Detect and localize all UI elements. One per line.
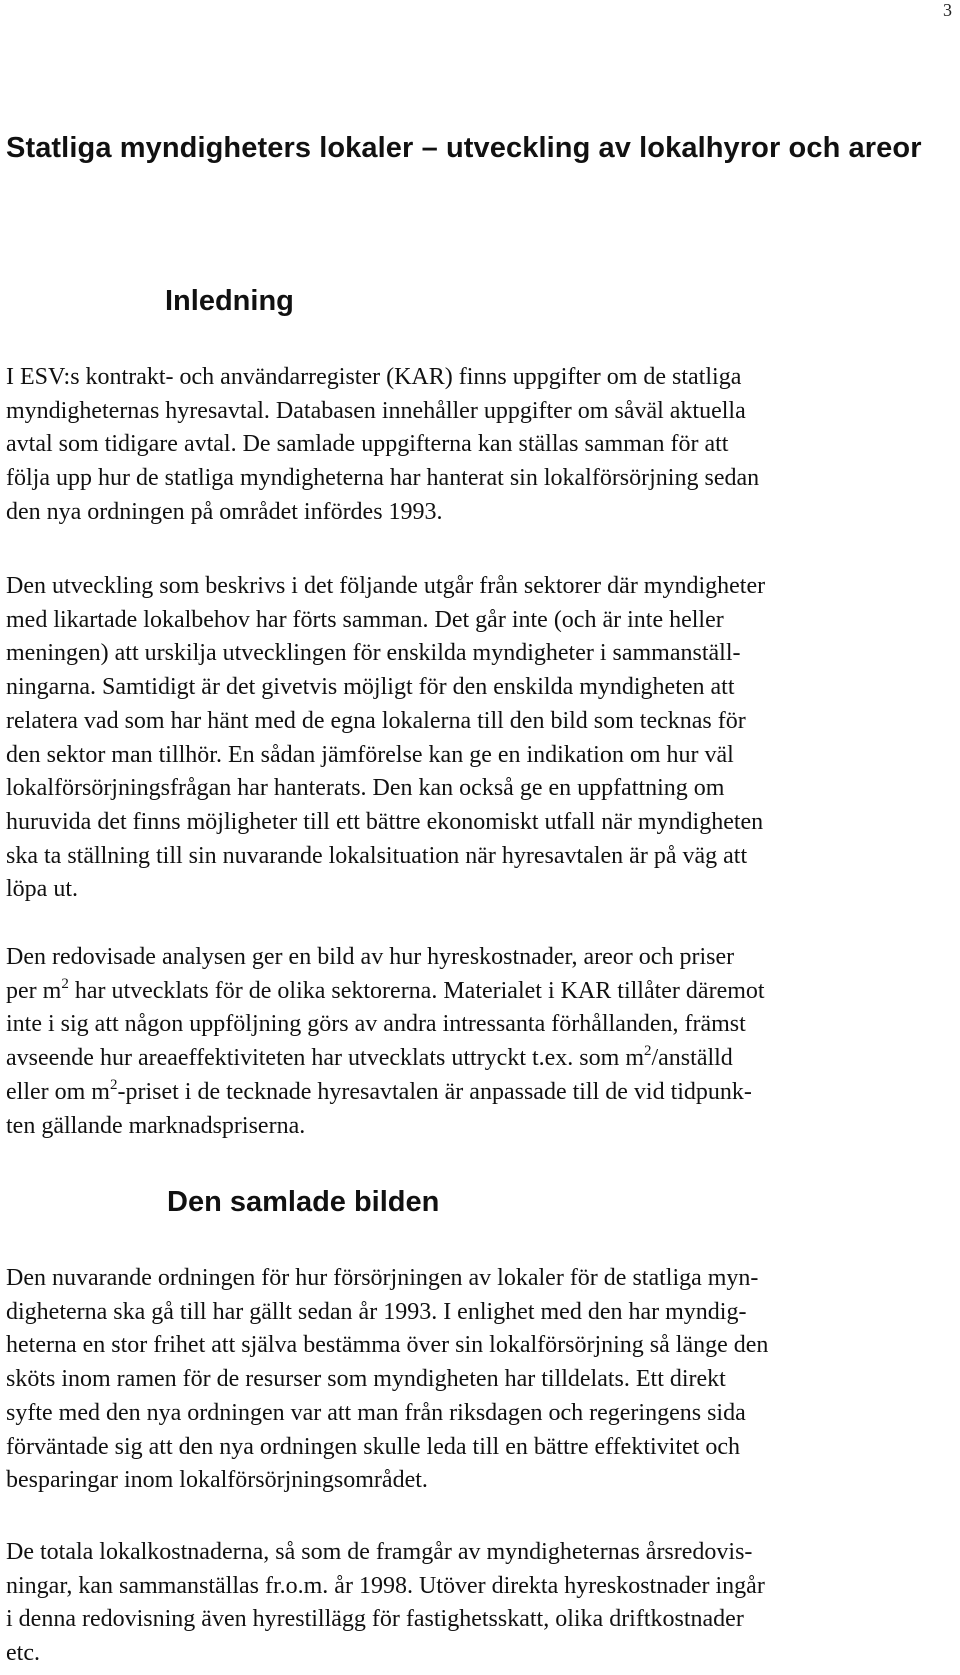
analysis-line-5-end: -priset i de tecknade hyresavtalen är anpassade till de vid tidpunk-	[117, 1078, 752, 1105]
analysis-line-5	[6, 1076, 956, 1110]
paragraph-sector-development: Den utveckling som beskrivs i det följande utgår från sektorer där myndigheter med likartade lokalbehov har förts samman. Det går inte (och är inte heller meningen) att urskilja utvecklingen för enskilda myndigheter i sammanställ- ningarna. Samtidigt är det givetvis möjligt för den enskilda myndigheten att relatera vad som har hänt med de egna lokalerna till den bild som tecknas för den sektor man tillhör. En sådan jämförelse kan ge en indikation om hur väl lokalförsörjningsfrågan har hanterats. Den kan också ge en uppfattning om huruvida det finns möjligheter till ett bättre ekonomiskt utfall när myndigheten ska ta ställning till sin nuvarande lokalsituation när hyresavtalen är på väg att löpa ut.	[6, 573, 766, 903]
superscript-2: 2	[61, 975, 69, 992]
page-number: 3	[943, 0, 952, 20]
analysis-line-4	[6, 1042, 956, 1076]
analysis-line-4-start: avseende hur areaeffektiviteten har utvecklats uttryckt t.ex. som m	[6, 1045, 644, 1072]
section-heading-inledning: Inledning	[165, 285, 294, 317]
analysis-line-5-start: eller om m	[6, 1078, 110, 1105]
analysis-line-6: ten gällande marknadspriserna.	[6, 1112, 306, 1139]
analysis-line-4-end: /anställd	[651, 1045, 733, 1072]
paragraph-intro-kar: I ESV:s kontrakt- och användarregister (KAR) finns uppgifter om de statliga myndigheternas hyresavtal. Databasen innehåller uppgifter om såväl aktuella avtal som tidigare avtal. De samlade uppgifterna kan ställas samman för att följa upp hur de statliga myndigheterna har hanterat sin lokalförsörjning sedan den nya ordningen på området infördes 1993.	[6, 364, 760, 525]
superscript-2: 2	[643, 1043, 652, 1060]
paragraph-analysis	[6, 941, 956, 1143]
paragraph-total-costs: De totala lokalkostnaderna, så som de framgår av myndigheternas årsredovis- ningar, kan sammanställas fr.o.m. år 1998. Utöver direkta hyreskostnader ingår i denna redovisning även hyrestillägg för fastighetsskatt, olika driftkostnader etc.	[6, 1539, 765, 1667]
paragraph-current-order: Den nuvarande ordningen för hur försörjningen av lokaler för de statliga myn- digheterna ska gå till har gällt sedan år 1993. I enlighet med den har myndig- heterna en stor frihet att själva bestämma över sin lokalförsörjning så länge den sköts inom ramen för de resurser som myndigheten har tilldelats. Ett direkt syfte med den nya ordningen var att man från riksdagen och regeringens sida förväntade sig att den nya ordningen skulle leda till en bättre effektivitet och besparingar inom lokalförsörjningsområdet.	[6, 1265, 769, 1494]
analysis-line-2	[6, 975, 956, 1009]
analysis-line-1: Den redovisade analysen ger en bild av hur hyreskostnader, areor och priser	[6, 944, 735, 970]
analysis-line-2-end: har utvecklats för de olika sektorerna. Materialet i KAR tillåter däremot	[68, 977, 765, 1004]
analysis-line-2-start: per m	[6, 977, 62, 1004]
analysis-line-3: inte i sig att någon uppföljning görs av andra intressanta förhållanden, främst	[6, 1011, 746, 1038]
page-title: Statliga myndigheters lokaler – utveckling av lokalhyror och areor	[6, 132, 922, 164]
superscript-2: 2	[109, 1076, 118, 1093]
section-heading-samlade-bilden: Den samlade bilden	[167, 1186, 440, 1218]
